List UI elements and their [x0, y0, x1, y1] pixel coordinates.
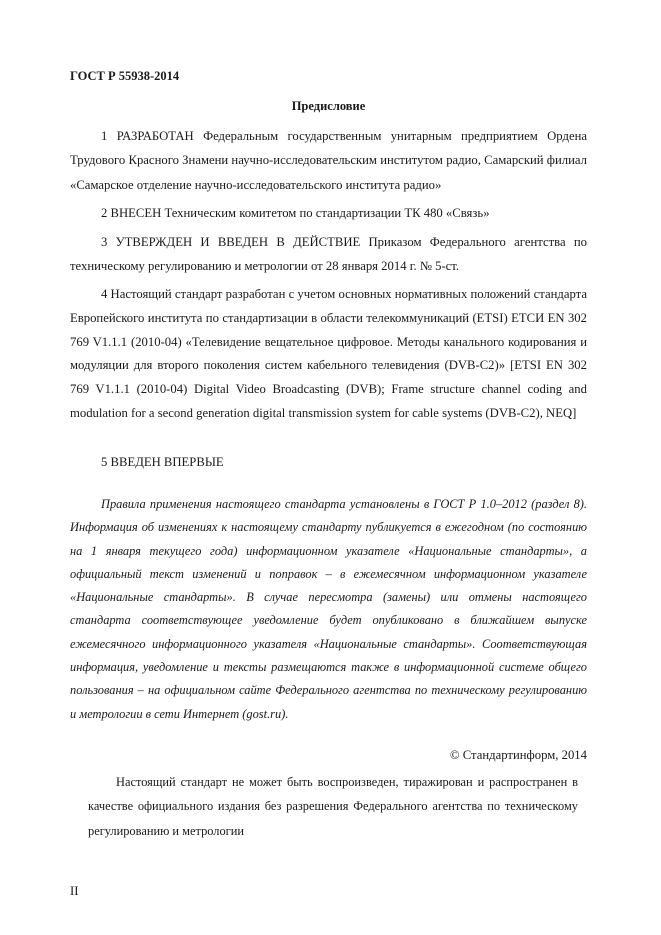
application-rules-notice: Правила применения настоящего стандарта установлены в ГОСТ Р 1.0–2012 (раздел 8). Информация об изменениях к настоящему стандарту публикуется в ежегодном (по состоянию на 1 января текущего года) информационном указателе «Национальные стандарты», а официальный текст изменений и поправок – в ежемесячном информационном указателе «Национальные стандарты». В случае пересмотра (замены) или отмены настоящего стандарта соответствующее уведомление будет опубликовано в ближайшем выпуске ежемесячного информационного указателя «Национальные стандарты». Соответствующая информация, уведомление и тексты размещаются также в информационной системе общего пользования – на официальном сайте Федерального агентства по техническому регулированию и метрологии в сети Интернет (gost.ru). — [70, 497, 587, 721]
foreword-item-3: 3 УТВЕРЖДЕН И ВВЕДЕН В ДЕЙСТВИЕ Приказом Федерального агентства по техническому регулированию и метрологии от 28 января 2014 г. № 5-ст. — [70, 235, 587, 274]
foreword-item-1: 1 РАЗРАБОТАН Федеральным государственным унитарным предприятием Ордена Трудового Красного Знамени научно-исследовательским институтом радио, Самарский филиал «Самарское отделение научно-исследовательского института радио» — [70, 129, 587, 192]
foreword-item-4: 4 Настоящий стандарт разработан с учетом основных нормативных положений стандарта Европейского института по стандартизации в области телекоммуникаций (ETSI) ЕТСИ EN 302 769 V1.1.1 (2010-04) «Телевидение вещательное цифровое. Методы канального кодирования и модуляции для второго поколения систем кабельного телевидения (DVB-C2)» [ETSI EN 302 769 V1.1.1 (2010-04) Digital Video Broadcasting (DVB); Frame structure channel coding and modulation for a second generation digital transmission system for cable systems (DVB-C2), NEQ] — [70, 287, 587, 420]
reproduction-rights-statement: Настоящий стандарт не может быть воспроизведен, тиражирован и распространен в качестве официального издания без разрешения Федерального агентства по техническому регулированию и метрологии — [88, 775, 578, 838]
foreword-item-5: 5 ВВЕДЕН ВПЕРВЫЕ — [101, 455, 224, 469]
section-title-foreword: Предисловие — [291, 99, 366, 113]
page-number: II — [70, 884, 79, 898]
copyright-line: © Стандартинформ, 2014 — [449, 748, 587, 762]
foreword-item-2: 2 ВНЕСЕН Техническим комитетом по стандартизации ТК 480 «Связь» — [101, 206, 490, 220]
document-standard-code: ГОСТ Р 55938-2014 — [70, 69, 180, 83]
